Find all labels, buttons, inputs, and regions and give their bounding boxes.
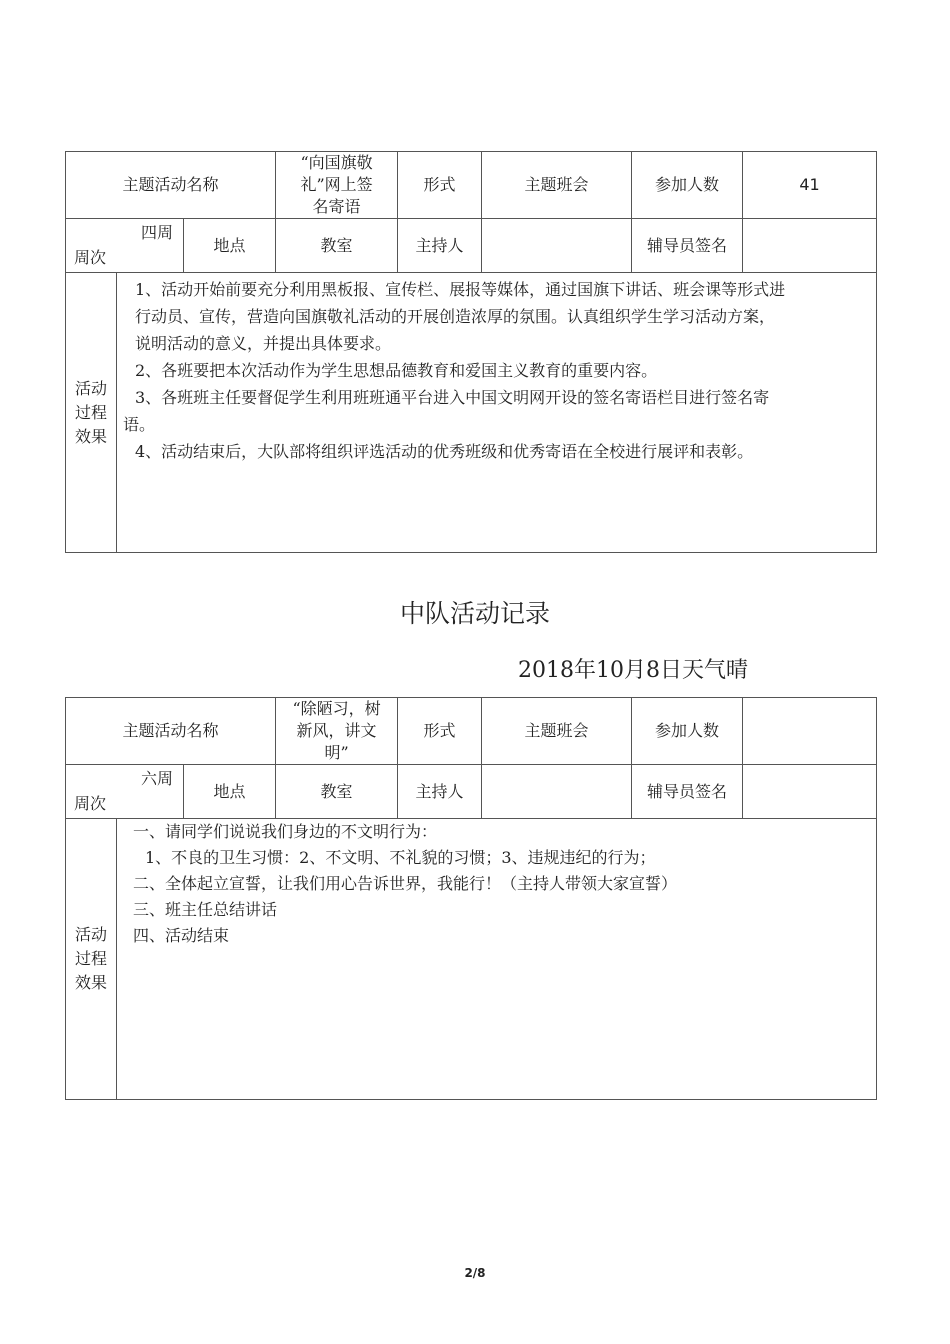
week-row-label: 周次 [74, 794, 107, 813]
process-content [117, 819, 877, 1100]
page-number: 2/8 [464, 1266, 486, 1280]
theme-value: “除陋习，树新风，讲文明” [276, 698, 398, 765]
location-value: 教室 [276, 219, 398, 273]
advisor-label: 辅导员签名 [632, 219, 743, 273]
location-value: 教室 [276, 765, 398, 819]
form-value: 主题班会 [482, 698, 632, 765]
process-label-line: 效果 [74, 973, 107, 992]
form-label: 形式 [398, 152, 482, 219]
host-value [482, 765, 632, 819]
form-label: 形式 [398, 698, 482, 765]
date-weather-line: 2018年10月8日天气晴 [518, 658, 748, 683]
process-label [66, 819, 117, 1100]
content-line: 4、活动结束后，大队部将组织评选活动的优秀班级和优秀寄语在全校进行展评和表彰。 [135, 442, 754, 461]
week-row-label: 周次 [74, 248, 107, 267]
process-label-line: 过程 [74, 402, 107, 422]
process-content [117, 273, 877, 553]
theme-label: 主题活动名称 [66, 698, 276, 765]
content-line: 1、活动开始前要充分利用黑板报、宣传栏、展报等媒体，通过国旗下讲话、班会课等形式进 [135, 280, 786, 299]
process-label-line: 效果 [74, 426, 107, 446]
form-value: 主题班会 [482, 152, 632, 219]
section-title: 中队活动记录 [399, 599, 550, 628]
host-value [482, 219, 632, 273]
content-line: 说明活动的意义，并提出具体要求。 [135, 334, 392, 353]
content-line: 二、全体起立宣誓，让我们用心告诉世界，我能行！（主持人带领大家宣誓） [133, 874, 678, 893]
host-label: 主持人 [398, 219, 482, 273]
content-line: 2、各班要把本次活动作为学生思想品德教育和爱国主义教育的重要内容。 [135, 361, 658, 380]
theme-value: “向国旗敬礼”网上签名寄语 [276, 152, 398, 219]
advisor-signature [743, 219, 877, 273]
advisor-signature [743, 765, 877, 819]
week-cell [66, 219, 184, 273]
location-label: 地点 [184, 219, 276, 273]
content-line: 1、不良的卫生习惯：2、不文明、不礼貌的习惯；3、违规违纪的行为； [145, 848, 656, 867]
process-label-line: 过程 [74, 949, 107, 968]
activity-record-table-1 [65, 151, 877, 553]
participants-label: 参加人数 [632, 152, 743, 219]
host-label: 主持人 [398, 765, 482, 819]
content-line: 四、活动结束 [133, 926, 230, 945]
content-line: 3、各班班主任要督促学生利用班班通平台进入中国文明网开设的签名寄语栏目进行签名寄 [135, 388, 770, 407]
location-label: 地点 [184, 765, 276, 819]
process-label-line: 活动 [74, 378, 107, 398]
content-line: 一、请同学们说说我们身边的不文明行为： [133, 822, 438, 841]
participants-value: 41 [743, 152, 877, 219]
week-value: 四周 [140, 223, 173, 242]
week-cell [66, 765, 184, 819]
advisor-label: 辅导员签名 [632, 765, 743, 819]
process-label [66, 273, 117, 553]
theme-label: 主题活动名称 [66, 152, 276, 219]
participants-label: 参加人数 [632, 698, 743, 765]
activity-record-table-2 [65, 697, 877, 1100]
week-value: 六周 [140, 769, 173, 788]
process-label-line: 活动 [74, 925, 107, 944]
content-line: 三、班主任总结讲话 [133, 900, 278, 919]
participants-value [743, 698, 877, 765]
content-line: 行动员、宣传，营造向国旗敬礼活动的开展创造浓厚的氛围。认真组织学生学习活动方案， [135, 307, 776, 326]
content-line: 语。 [123, 415, 156, 434]
